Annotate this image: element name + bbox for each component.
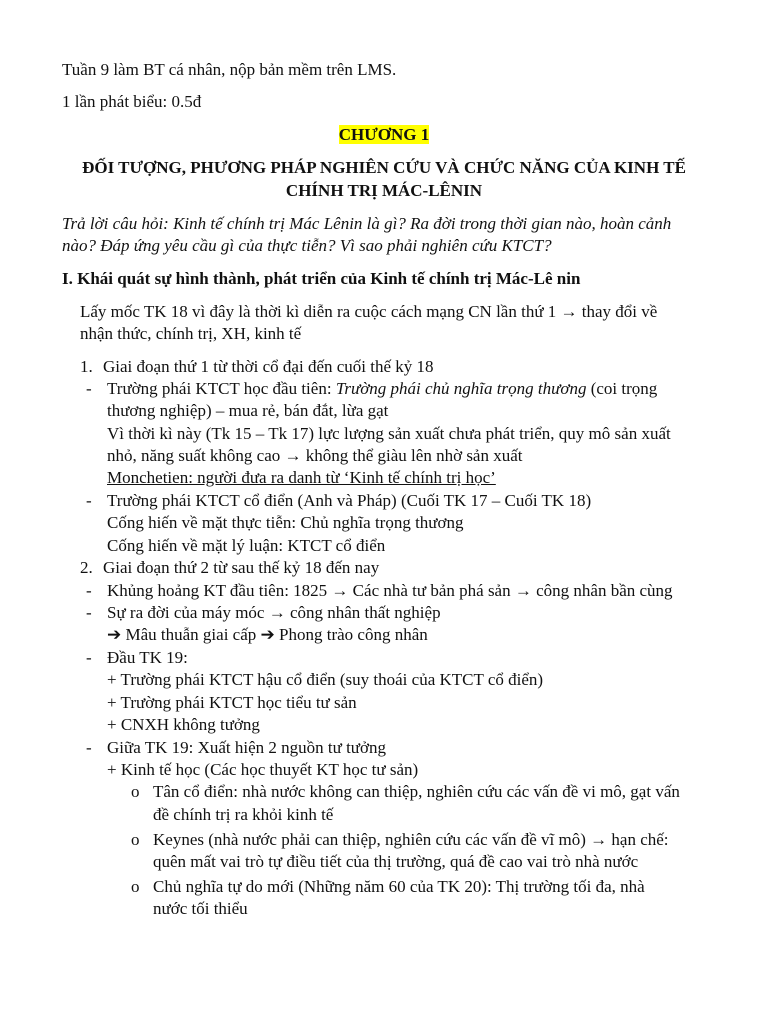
- stage2-bullet1: Khủng hoảng KT đầu tiên: 1825 → Các nhà tư bản phá sản → công nhân bần cùng: [107, 581, 673, 600]
- dash-bullet: -: [86, 491, 92, 510]
- stage1-bullet1-line2: thương nghiệp) – mua rẻ, bán đắt, lừa gạt: [107, 401, 389, 420]
- circle-bullet: o: [131, 782, 140, 801]
- dash-bullet: -: [86, 581, 92, 600]
- stage1-bullet1-line5: Monchetien: người đưa ra danh từ ‘Kinh tế chính trị học’: [107, 468, 496, 487]
- note-line-2: 1 lần phát biểu: 0.5đ: [62, 92, 202, 111]
- stage2-bullet3-point1: + Trường phái KTCT hậu cổ điển (suy thoái của KTCT cổ điển): [107, 670, 544, 689]
- text-run: Phong trào công nhân: [279, 625, 428, 644]
- bold-arrow-icon: ➔: [260, 625, 275, 644]
- section-heading: I. Khái quát sự hình thành, phát triển của Kinh tế chính trị Mác-Lê nin: [62, 269, 581, 288]
- stage1-bullet1-line3: Vì thời kì này (Tk 15 – Tk 17) lực lượng sản xuất chưa phát triển, quy mô sản xuất: [107, 424, 671, 443]
- stage2-bullet4: Giữa TK 19: Xuất hiện 2 nguồn tư tưởng: [107, 738, 387, 757]
- circle-bullet: o: [131, 877, 140, 896]
- stage2-bullet2: Sự ra đời của máy móc → công nhân thất nghiệp: [107, 603, 441, 622]
- stage1-bullet2-line3: Cống hiến về mặt lý luận: KTCT cổ điển: [107, 536, 386, 555]
- question-line-2: nào? Đáp ứng yêu cầu gì của thực tiễn? Vì sao phải nghiên cứu KTCT?: [62, 236, 552, 255]
- dash-bullet: -: [86, 603, 92, 622]
- stage1-number: 1.: [80, 357, 93, 376]
- stage2-bullet3-point2: + Trường phái KTCT học tiểu tư sản: [107, 693, 357, 712]
- chapter-label-row: [0, 124, 768, 147]
- stage2-bullet2-sub: [107, 624, 428, 647]
- stage1-bullet1-line1: [107, 378, 657, 401]
- text-run: Mâu thuẫn giai cấp: [125, 625, 257, 644]
- dash-bullet: -: [86, 738, 92, 757]
- sub-item-1-line1: Tân cổ điển: nhà nước không can thiệp, nghiên cứu các vấn đề vi mô, gạt vấn: [153, 782, 680, 801]
- stage2-title: Giai đoạn thứ 2 từ sau thế kỷ 18 đến nay: [103, 558, 380, 577]
- circle-bullet: o: [131, 830, 140, 849]
- dash-bullet: -: [86, 379, 92, 398]
- stage1-bullet1-line4: nhỏ, năng suất không cao → không thể giàu lên nhờ sản xuất: [107, 446, 523, 465]
- chapter-title-line-1: ĐỐI TƯỢNG, PHƯƠNG PHÁP NGHIÊN CỨU VÀ CHỨC NĂNG CỦA KINH TẾ: [82, 158, 686, 177]
- sub-item-3-line1: Chủ nghĩa tự do mới (Những năm 60 của TK 20): Thị trường tối đa, nhà: [153, 877, 645, 896]
- sub-item-2-line1: Keynes (nhà nước phải can thiệp, nghiên cứu các vấn đề vĩ mô) → hạn chế:: [153, 830, 669, 849]
- intro-line-2: nhận thức, chính trị, XH, kinh tế: [80, 324, 302, 343]
- question-line-1: Trả lời câu hỏi: Kinh tế chính trị Mác Lênin là gì? Ra đời trong thời gian nào, hoàn cảnh: [62, 214, 672, 233]
- stage1-bullet2-line2: Cống hiến về mặt thực tiễn: Chủ nghĩa trọng thương: [107, 513, 464, 532]
- bold-arrow-icon: ➔: [107, 625, 122, 644]
- text-run: (coi trọng: [586, 379, 658, 398]
- stage2-bullet4-point1: + Kinh tế học (Các học thuyết KT học tư sản): [107, 760, 419, 779]
- note-line-1: Tuần 9 làm BT cá nhân, nộp bản mềm trên LMS.: [62, 60, 397, 79]
- sub-item-2-line2: quên mất vai trò tự điều tiết của thị trường, quá đề cao vai trò nhà nước: [153, 852, 639, 871]
- intro-line-1: Lấy mốc TK 18 vì đây là thời kì diễn ra cuộc cách mạng CN lần thứ 1 → thay đổi về: [80, 302, 658, 321]
- stage1-bullet2-line1: Trường phái KTCT cổ điển (Anh và Pháp) (Cuối TK 17 – Cuối TK 18): [107, 491, 592, 510]
- stage2-number: 2.: [80, 558, 93, 577]
- text-run: Trường phái KTCT học đầu tiên:: [107, 379, 336, 398]
- sub-item-1-line2: đề chính trị ra khỏi kinh tế: [153, 805, 334, 824]
- dash-bullet: -: [86, 648, 92, 667]
- stage1-title: Giai đoạn thứ 1 từ thời cổ đại đến cuối thế kỷ 18: [103, 357, 434, 376]
- text-run-italic: Trường phái chủ nghĩa trọng thương: [335, 379, 587, 398]
- sub-item-3-line2: nước tối thiểu: [153, 899, 248, 918]
- stage2-bullet3: Đầu TK 19:: [107, 648, 188, 667]
- stage2-bullet3-point3: + CNXH không tưởng: [107, 715, 260, 734]
- chapter-title-line-2: CHÍNH TRỊ MÁC-LÊNIN: [285, 181, 483, 200]
- chapter-label: CHƯƠNG 1: [338, 125, 430, 144]
